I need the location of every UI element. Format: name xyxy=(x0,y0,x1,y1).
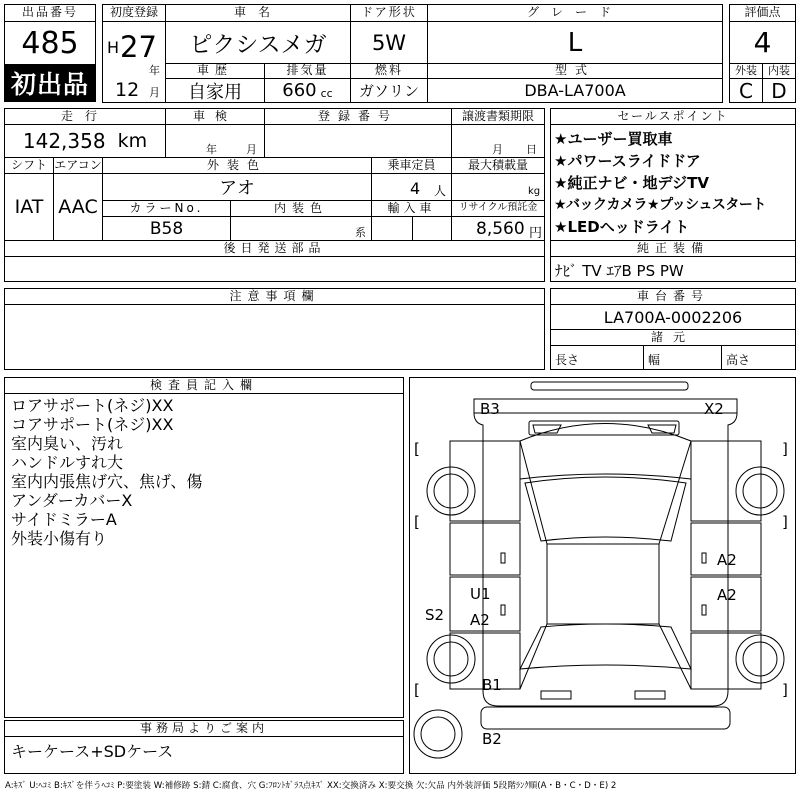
ac-value: AAC xyxy=(58,196,98,218)
import-label-cell xyxy=(371,200,452,217)
chassis-value: LA700A-0002206 xyxy=(603,307,743,327)
history-cell xyxy=(165,78,265,103)
recycle-label-cell xyxy=(451,200,545,217)
inspector-line: 外装小傷有り xyxy=(11,529,108,548)
door-cell xyxy=(350,21,428,64)
grade-label: グレード xyxy=(526,5,623,19)
left-front-fender-shape xyxy=(450,441,520,521)
reg-number-label-cell xyxy=(264,108,452,125)
damage-mark-b3: B3 xyxy=(480,400,500,418)
score-value: 4 xyxy=(753,26,772,59)
notes-label: 注意事項欄 xyxy=(229,289,320,303)
office-label-cell xyxy=(4,720,404,737)
damage-diagram xyxy=(409,377,796,774)
grade-value: L xyxy=(567,27,583,58)
load-label-cell xyxy=(451,157,545,174)
sales-point-item: ★ユーザー買取車 xyxy=(554,130,673,148)
damage-mark-s2: S2 xyxy=(425,606,445,624)
color-label: 外装色 xyxy=(206,158,267,172)
lot-number-cell xyxy=(4,21,96,65)
inspector-notes xyxy=(4,393,404,718)
exterior-label: 外装 xyxy=(735,64,757,77)
capacity-label: 乗車定員 xyxy=(387,158,436,172)
color-cell xyxy=(102,173,372,201)
model-cell xyxy=(427,78,723,103)
bracket-close: ] xyxy=(782,513,788,531)
month-unit: 月 xyxy=(149,86,160,99)
chassis-cell xyxy=(550,304,796,330)
model-value: DBA-LA700A xyxy=(524,81,626,100)
reg-label: 初度登録 xyxy=(109,5,158,19)
damage-mark-b1: B1 xyxy=(482,676,502,694)
damage-mark-u1: U1 xyxy=(470,585,491,603)
chassis-label-cell xyxy=(550,288,796,305)
load-cell xyxy=(451,173,545,201)
fuel-label: 燃料 xyxy=(374,63,403,77)
sales-point-item: ★LEDヘッドライト xyxy=(554,218,690,236)
sales-point-item: ★バックカメラ★プッシュスタート xyxy=(554,197,766,213)
height-cell xyxy=(721,345,796,370)
equipment-label-cell xyxy=(550,240,796,257)
inspection-label-cell xyxy=(165,108,265,125)
grade-cell xyxy=(427,21,723,64)
exterior-grade: C xyxy=(739,78,753,103)
damage-mark-a2-left: A2 xyxy=(470,611,490,629)
shift-value: IAT xyxy=(14,196,44,218)
inspector-line: コアサポート(ネジ)XX xyxy=(11,415,174,434)
inspector-line: アンダーカバーX xyxy=(11,491,133,510)
transfer-cell xyxy=(451,124,545,158)
door-value: 5W xyxy=(371,30,407,55)
shift-label-cell xyxy=(4,157,54,174)
model-label: 型式 xyxy=(554,63,595,77)
name-label-cell xyxy=(165,4,351,22)
mileage-label-cell xyxy=(4,108,166,125)
inspector-line: ハンドルすれ大 xyxy=(11,453,124,472)
recycle-label: リサイクル預託金 xyxy=(458,202,538,213)
inspection-cell xyxy=(165,124,265,158)
color-no-cell xyxy=(102,216,231,241)
damage-mark-b2: B2 xyxy=(482,730,502,748)
displacement-unit: cc xyxy=(320,86,333,100)
capacity-value: 4 xyxy=(410,179,421,198)
name-label: 車名 xyxy=(233,5,282,19)
displacement-value: 660 xyxy=(282,80,317,101)
color-no-value: B58 xyxy=(149,218,184,239)
transfer-month: 月 xyxy=(492,143,503,156)
inspection-year: 年 xyxy=(206,143,217,156)
later-parts-label: 後日発送部品 xyxy=(223,241,326,255)
interior-grade-cell xyxy=(762,78,796,103)
roof-shape xyxy=(547,544,659,624)
equipment-value: ﾅﾋﾞ TV ｴｱB PS PW xyxy=(555,262,684,280)
year-unit: 年 xyxy=(149,64,160,77)
bracket-close: ] xyxy=(782,440,788,458)
rear-bumper-shape xyxy=(481,707,730,729)
score-label-cell xyxy=(729,4,796,22)
era: H xyxy=(107,38,120,57)
shift-label: シフト xyxy=(10,158,47,172)
capacity-cell xyxy=(371,173,452,201)
mileage-unit: km xyxy=(117,130,148,152)
recycle-unit: 円 xyxy=(529,226,543,241)
notes-cell xyxy=(4,304,545,370)
sales-point-item: ★純正ナビ・地デジTV xyxy=(554,174,709,192)
office-label: 事務局よりご案内 xyxy=(139,721,268,735)
bracket-open: [ xyxy=(414,681,420,699)
score-label: 評価点 xyxy=(744,5,781,19)
import-cell-a xyxy=(371,216,413,241)
equipment-label: 純正装備 xyxy=(636,241,709,255)
reg-label-cell xyxy=(102,4,166,22)
inspection-label: 車検 xyxy=(192,109,237,123)
color-value: アオ xyxy=(219,178,255,199)
transfer-label-cell xyxy=(451,108,545,125)
reg-number-label: 登録番号 xyxy=(317,109,398,123)
shift-cell xyxy=(4,173,54,241)
fuel-value: ガソリン xyxy=(358,82,419,100)
specs-label-cell xyxy=(550,329,796,346)
inspector-label: 検査員記入欄 xyxy=(149,378,258,392)
recycle-cell xyxy=(451,216,545,241)
displacement-label-cell xyxy=(264,63,351,79)
first-listing-text: 初出品 xyxy=(10,70,89,99)
inspector-line: 室内臭い、汚れ xyxy=(11,434,124,453)
transfer-label: 譲渡書類期限 xyxy=(461,109,534,123)
notes-label-cell xyxy=(4,288,545,305)
color-label-cell xyxy=(102,157,372,174)
load-unit: kg xyxy=(528,186,541,197)
bracket-close: ] xyxy=(782,681,788,699)
lot-label-cell xyxy=(4,4,96,22)
bracket-open: [ xyxy=(414,440,420,458)
history-value: 自家用 xyxy=(188,81,242,103)
left-door-front-shape xyxy=(450,523,520,575)
inspector-line: ロアサポート(ネジ)XX xyxy=(11,396,174,415)
car-name: ピクシスメガ xyxy=(189,32,327,58)
length-label: 長さ xyxy=(555,353,580,367)
history-label: 車歴 xyxy=(196,63,233,77)
displacement-cell xyxy=(264,78,351,103)
width-cell xyxy=(643,345,722,370)
sales-points-label: セールスポイント xyxy=(617,109,729,123)
car-name-cell xyxy=(165,21,351,64)
mileage-value: 142,358 xyxy=(22,129,106,153)
interior-color-unit: 系 xyxy=(355,226,366,239)
inspector-line: サイドミラーA xyxy=(11,510,117,529)
fuel-cell xyxy=(350,78,428,103)
office-value: キーケース+SDケース xyxy=(11,742,174,761)
width-label: 幅 xyxy=(648,353,661,367)
interior-label: 内装 xyxy=(768,64,790,77)
sales-points-label-cell xyxy=(550,108,796,125)
car-body-shape xyxy=(474,399,737,706)
office-cell xyxy=(4,736,404,774)
reg-date-cell xyxy=(102,21,166,103)
legend-text: A:ｷｽﾞ U:ﾍｺﾐ B:ｷｽﾞを伴うﾍｺﾐ P:要塗装 W:補修跡 S:錆 C:腐食、穴 G:ﾌﾛﾝﾄｶﾞﾗｽ点ｷｽﾞ XX:交換済み X:要交換 欠:欠品 内外装評価 5段階ﾗﾝｸ順(A・B・C・D・E) 2 xyxy=(5,781,617,791)
reg-number-cell xyxy=(264,124,452,158)
specs-label: 諸元 xyxy=(650,330,695,344)
hood-shape xyxy=(520,424,691,480)
exterior-label-cell xyxy=(729,63,763,79)
ac-label: エアコン xyxy=(54,158,102,172)
capacity-unit: 人 xyxy=(434,184,447,198)
damage-mark-x2: X2 xyxy=(704,400,724,418)
grade-label-cell xyxy=(427,4,723,22)
bracket-open: [ xyxy=(414,513,420,531)
later-parts-cell xyxy=(4,256,545,282)
inspector-label-cell xyxy=(4,377,404,394)
ac-cell xyxy=(53,173,103,241)
right-front-fender-shape xyxy=(691,441,761,521)
door-label-cell xyxy=(350,4,428,22)
reg-year: 27 xyxy=(120,30,157,64)
recycle-value: 8,560 xyxy=(476,219,525,239)
color-no-label-cell xyxy=(102,200,231,217)
sales-point-item: ★パワースライドドア xyxy=(554,152,701,170)
reg-month: 12 xyxy=(115,79,140,101)
car-outline-diagram xyxy=(410,378,795,773)
later-parts-label-cell xyxy=(4,240,545,257)
color-no-label: カラーNo. xyxy=(129,201,204,215)
interior-color-cell xyxy=(230,216,372,241)
lot-label: 出品番号 xyxy=(21,5,78,19)
height-label: 高さ xyxy=(726,353,751,367)
inspection-month: 月 xyxy=(246,143,257,156)
mileage-cell xyxy=(4,124,166,158)
length-cell xyxy=(550,345,644,370)
chassis-label: 車台番号 xyxy=(636,289,709,303)
mileage-label: 走行 xyxy=(60,109,109,123)
load-label: 最大積載量 xyxy=(467,158,528,172)
inspector-line: 室内内張焦げ穴、焦げ、傷 xyxy=(11,472,203,491)
import-cell-b xyxy=(412,216,452,241)
front-bumper-shape xyxy=(531,382,688,390)
ac-label-cell xyxy=(53,157,103,174)
interior-color-label-cell xyxy=(230,200,372,217)
sales-points-list xyxy=(550,124,796,241)
first-listing-badge xyxy=(4,64,96,102)
lot-number: 485 xyxy=(21,25,79,61)
door-label: ドア形状 xyxy=(361,5,417,19)
rear-window-shape xyxy=(520,624,691,669)
damage-mark-a2-right-upper: A2 xyxy=(717,551,737,569)
capacity-label-cell xyxy=(371,157,452,174)
equipment-cell xyxy=(550,256,796,282)
exterior-grade-cell xyxy=(729,78,763,103)
model-label-cell xyxy=(427,63,723,79)
interior-color-label: 内装色 xyxy=(273,201,328,215)
interior-grade: D xyxy=(771,78,787,103)
windshield-shape xyxy=(525,477,686,541)
interior-label-cell xyxy=(762,63,796,79)
import-label: 輸入車 xyxy=(387,201,436,215)
displacement-label: 排気量 xyxy=(286,63,329,77)
score-cell xyxy=(729,21,796,64)
damage-mark-a2-right-lower: A2 xyxy=(717,586,737,604)
fuel-label-cell xyxy=(350,63,428,79)
transfer-day: 日 xyxy=(526,143,537,156)
